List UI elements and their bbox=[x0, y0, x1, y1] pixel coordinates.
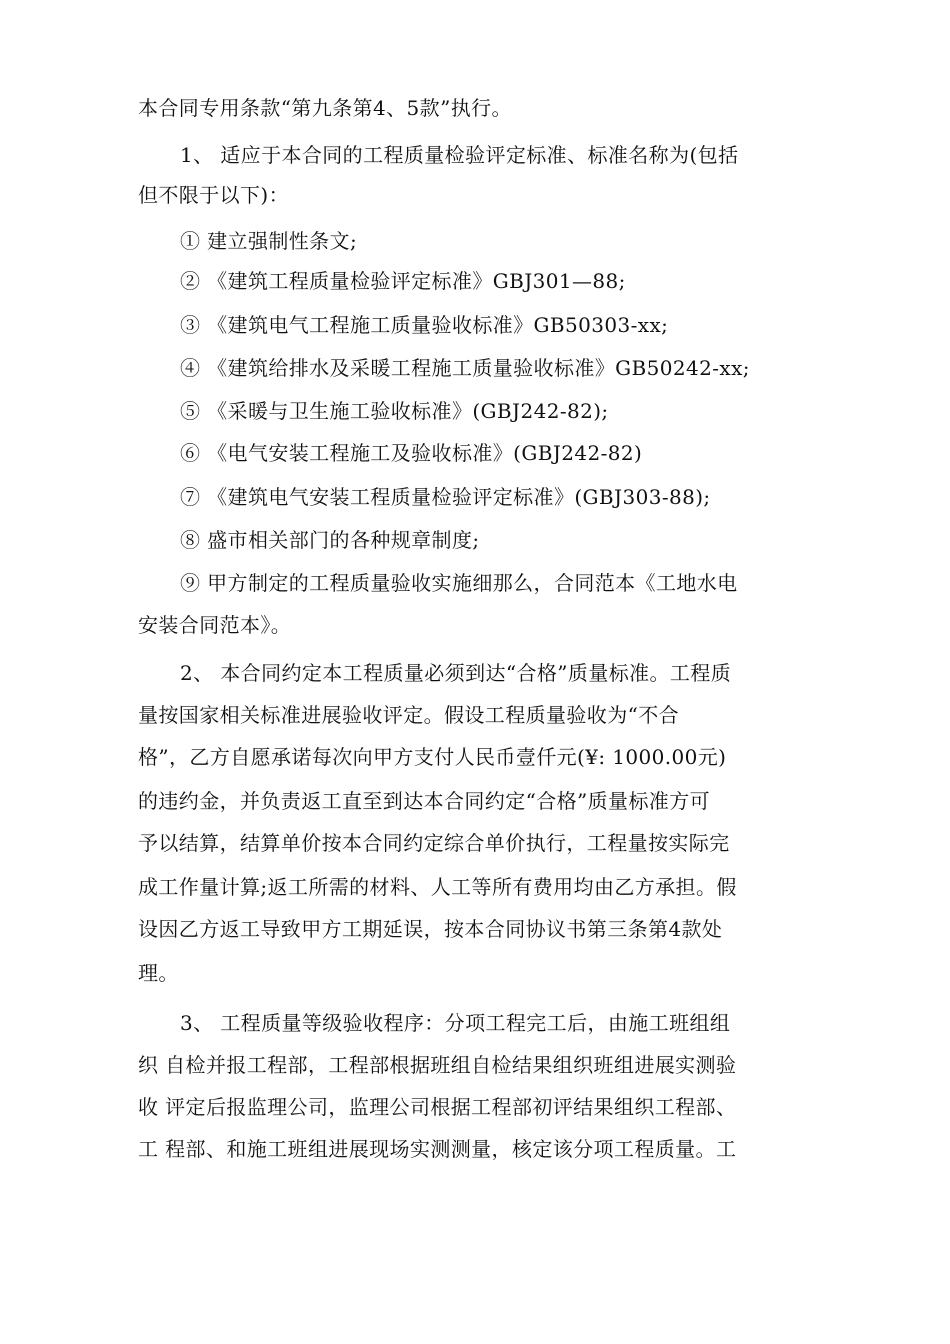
list-item: ⑨ 甲方制定的工程质量验收实施细那么，合同范本《工地水电 bbox=[180, 571, 738, 595]
text-line: 2、 本合同约定本工程质量必须到达“合格”质量标准。工程质 bbox=[180, 661, 732, 685]
list-item: ④ 《建筑给排水及采暖工程施工质量验收标准》GB50242-xx; bbox=[180, 356, 750, 380]
list-item: ⑥ 《电气安装工程施工及验收标准》(GBJ242-82) bbox=[180, 441, 643, 465]
text-line: 安装合同范本》。 bbox=[138, 613, 292, 637]
list-item: ⑦ 《建筑电气安装工程质量检验评定标准》(GBJ303-88); bbox=[180, 485, 711, 509]
text-line: 量按国家相关标准进展验收评定。假设工程质量验收为“不合 bbox=[138, 703, 680, 727]
list-item: ② 《建筑工程质量检验评定标准》GBJ301—88; bbox=[180, 269, 626, 293]
text-line: 3、 工程质量等级验收程序：分项工程完工后，由施工班组组 bbox=[180, 1011, 731, 1035]
text-line: 但不限于以下)： bbox=[138, 183, 290, 207]
text-line: 格”，乙方自愿承诺每次向甲方支付人民币壹仟元(¥: 1000.00元) bbox=[138, 745, 727, 769]
text-line: 1、 适应于本合同的工程质量检验评定标准、标准名称为(包括 bbox=[180, 143, 739, 167]
text-line: 收 评定后报监理公司，监理公司根据工程部初评结果组织工程部、 bbox=[138, 1095, 737, 1119]
text-line: 予以结算，结算单价按本合同约定综合单价执行，工程量按实际完 bbox=[138, 831, 730, 855]
text-line: 织 自检并报工程部，工程部根据班组自检结果组织班组进展实测验 bbox=[138, 1053, 737, 1077]
text-line: 的违约金，并负责返工直至到达本合同约定“合格”质量标准方可 bbox=[138, 789, 711, 813]
text-line: 设因乙方返工导致甲方工期延误，按本合同协议书第三条第4款处 bbox=[138, 917, 723, 941]
text-line: 成工作量计算;返工所需的材料、人工等所有费用均由乙方承担。假 bbox=[138, 875, 737, 899]
list-item: ⑧ 盛市相关部门的各种规章制度; bbox=[180, 528, 480, 552]
text-line: 本合同专用条款“第九条第4、5款”执行。 bbox=[138, 96, 512, 120]
text-line: 工 程部、和施工班组进展现场实测测量，核定该分项工程质量。工 bbox=[138, 1137, 737, 1161]
list-item: ③ 《建筑电气工程施工质量验收标准》GB50303-xx; bbox=[180, 313, 669, 337]
list-item: ① 建立强制性条文; bbox=[180, 229, 358, 253]
list-item: ⑤ 《采暖与卫生施工验收标准》(GBJ242-82); bbox=[180, 399, 609, 423]
text-line: 理。 bbox=[138, 961, 179, 985]
